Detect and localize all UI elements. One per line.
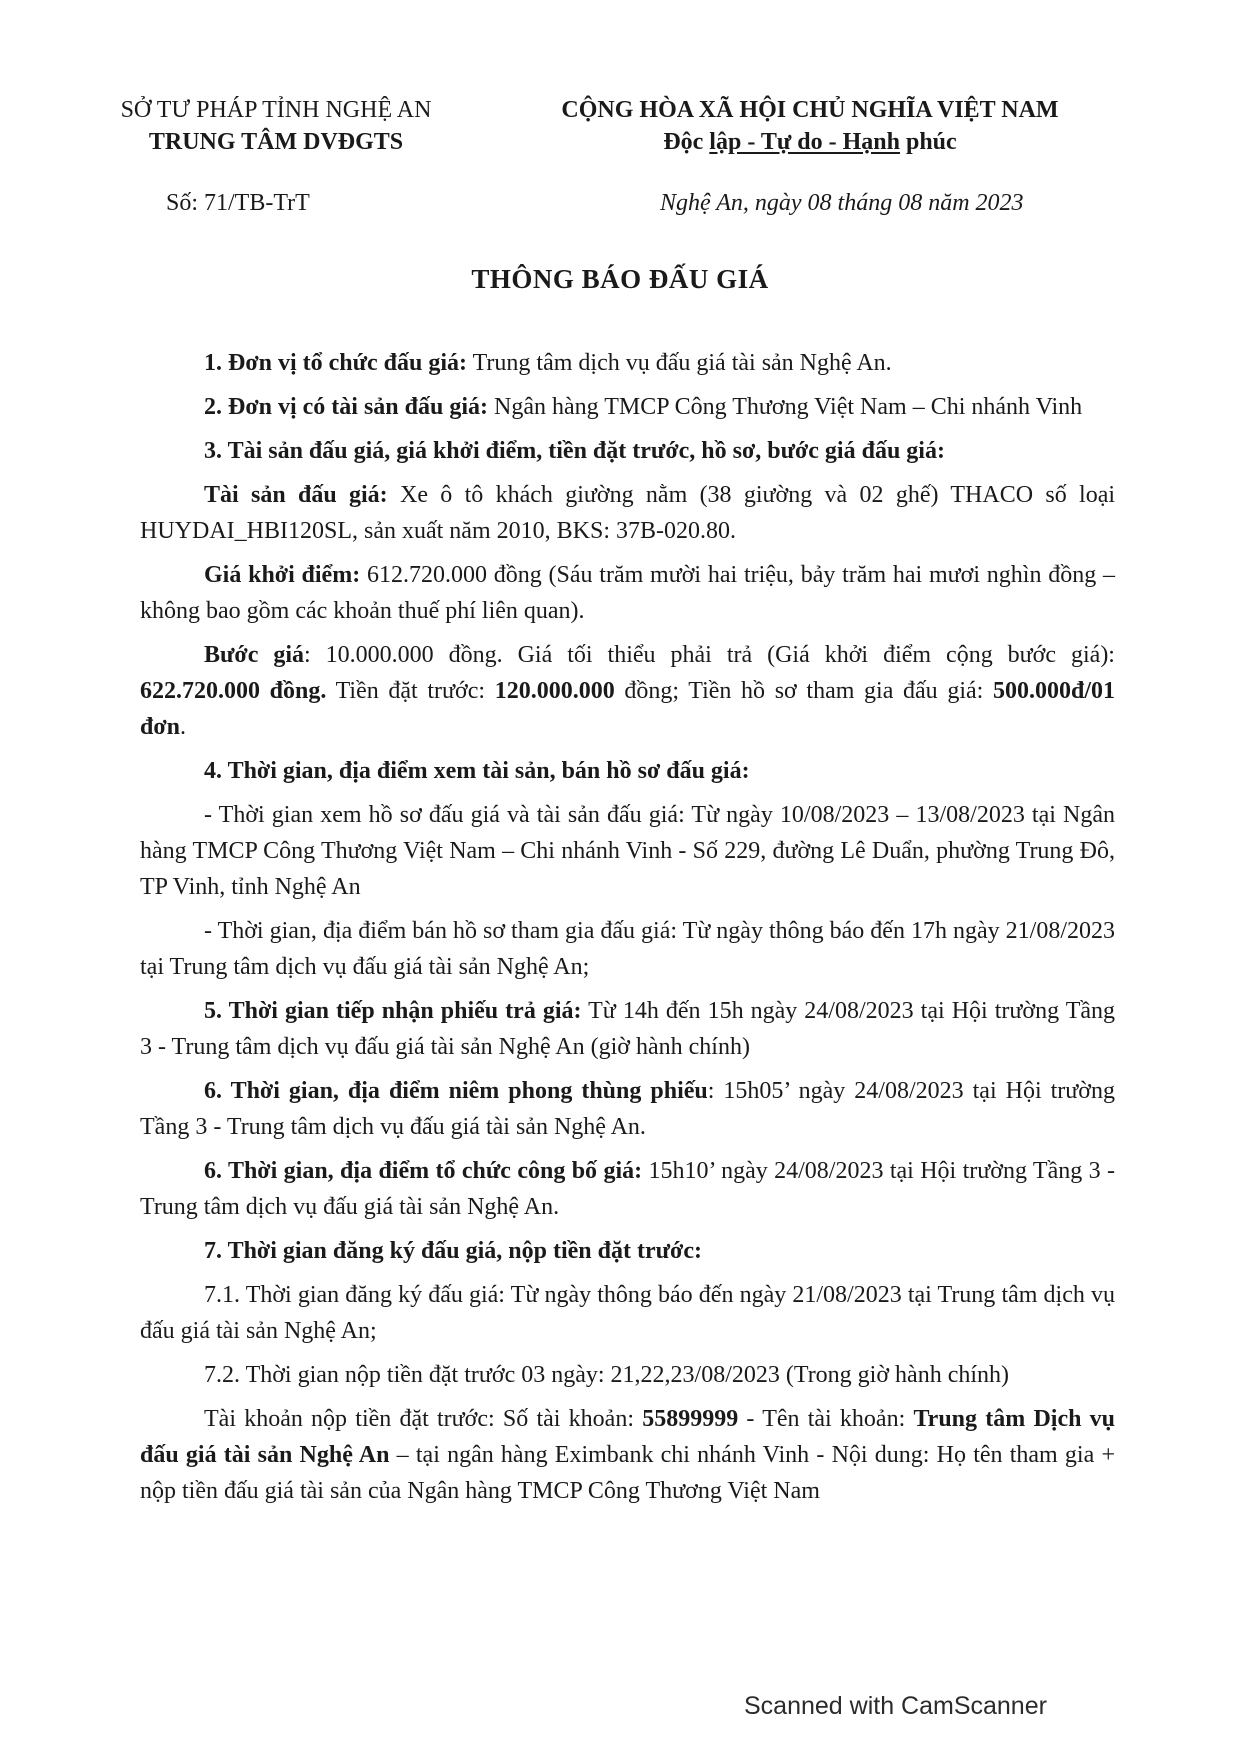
section-7-account: Tài khoản nộp tiền đặt trước: Số tài khoản: 55899999 - Tên tài khoản: Trung tâm Dịch vụ đấu giá tài sản Nghệ An – tại ngân hàng Eximbank chi nhánh Vinh - Nội dung: Họ tên tham gia + nộp tiền đấu giá tài sản của Ngân hàng TMCP Công Thương Việt Nam: [140, 1406, 1115, 1504]
section-7-heading: 7. Thời gian đăng ký đấu giá, nộp tiền đặt trước:: [204, 1238, 702, 1264]
section-7-item-1: 7.1. Thời gian đăng ký đấu giá: Từ ngày thông báo đến ngày 21/08/2023 tại Trung tâm dịch vụ đấu giá tài sản Nghệ An;: [140, 1282, 1115, 1344]
section-4-item-1: - Thời gian xem hồ sơ đấu giá và tài sản đấu giá: Từ ngày 10/08/2023 – 13/08/2023 tại Ngân hàng TMCP Công Thương Việt Nam – Chi nhánh Vinh - Số 229, đường Lê Duẩn, phường Trung Đô, TP Vinh, tỉnh Nghệ An: [140, 802, 1115, 900]
issuer-center: TRUNG TÂM DVĐGTS: [148, 129, 404, 155]
section-6-announcement: 6. Thời gian, địa điểm tổ chức công bố giá: 15h10’ ngày 24/08/2023 tại Hội trường Tầng 3 - Trung tâm dịch vụ đấu giá tài sản Nghệ An.: [140, 1158, 1116, 1220]
issuer-department: SỞ TƯ PHÁP TỈNH NGHỆ AN: [120, 97, 432, 123]
section-3-asset: Tài sản đấu giá: Xe ô tô khách giường nằm (38 giường và 02 ghế) THACO số loại HUYDAI_HBI120SL, sản xuất năm 2010, BKS: 37B-020.80.: [140, 482, 1116, 544]
document-title: THÔNG BÁO ĐẤU GIÁ: [471, 264, 769, 294]
section-1: 1. Đơn vị tổ chức đấu giá: Trung tâm dịch vụ đấu giá tài sản Nghệ An.: [204, 350, 892, 376]
section-3-bid-step: Bước giá: 10.000.000 đồng. Giá tối thiểu phải trả (Giá khởi điểm cộng bước giá): 622.720.000 đồng. Tiền đặt trước: 120.000.000 đồng; Tiền hồ sơ tham gia đấu giá: 500.000đ/01 đơn.: [140, 642, 1115, 740]
motto: Độc lập - Tự do - Hạnh phúc: [663, 129, 957, 155]
document-date: Nghệ An, ngày 08 tháng 08 năm 2023: [660, 190, 1024, 216]
section-2: 2. Đơn vị có tài sản đấu giá: Ngân hàng TMCP Công Thương Việt Nam – Chi nhánh Vinh: [204, 394, 1083, 420]
section-5: 5. Thời gian tiếp nhận phiếu trả giá: Từ 14h đến 15h ngày 24/08/2023 tại Hội trường Tầng 3 - Trung tâm dịch vụ đấu giá tài sản Nghệ An (giờ hành chính): [140, 998, 1116, 1060]
issuer-block: [96, 94, 456, 158]
document-number: Số: 71/TB-TrT: [166, 190, 310, 216]
section-6-sealing: 6. Thời gian, địa điểm niêm phong thùng phiếu: 15h05’ ngày 24/08/2023 tại Hội trường Tầng 3 - Trung tâm dịch vụ đấu giá tài sản Nghệ An.: [140, 1078, 1115, 1140]
national-motto-block: [520, 94, 1100, 158]
country-name: CỘNG HÒA XÃ HỘI CHỦ NGHĨA VIỆT NAM: [561, 97, 1059, 123]
scanner-watermark: Scanned with CamScanner: [744, 1692, 1047, 1720]
section-3-heading: 3. Tài sản đấu giá, giá khởi điểm, tiền đặt trước, hồ sơ, bước giá đấu giá:: [204, 438, 945, 464]
section-4-item-2: - Thời gian, địa điểm bán hồ sơ tham gia đấu giá: Từ ngày thông báo đến 17h ngày 21/08/2023 tại Trung tâm dịch vụ đấu giá tài sản Nghệ An;: [140, 918, 1115, 980]
section-3-starting-price: Giá khởi điểm: 612.720.000 đồng (Sáu trăm mười hai triệu, bảy trăm hai mươi nghìn đồng – không bao gồm các khoản thuế phí liên quan).: [140, 562, 1116, 624]
section-7-item-2: 7.2. Thời gian nộp tiền đặt trước 03 ngày: 21,22,23/08/2023 (Trong giờ hành chính): [204, 1362, 1010, 1388]
section-4-heading: 4. Thời gian, địa điểm xem tài sản, bán hồ sơ đấu giá:: [204, 758, 750, 784]
document-body: [140, 345, 1115, 1517]
